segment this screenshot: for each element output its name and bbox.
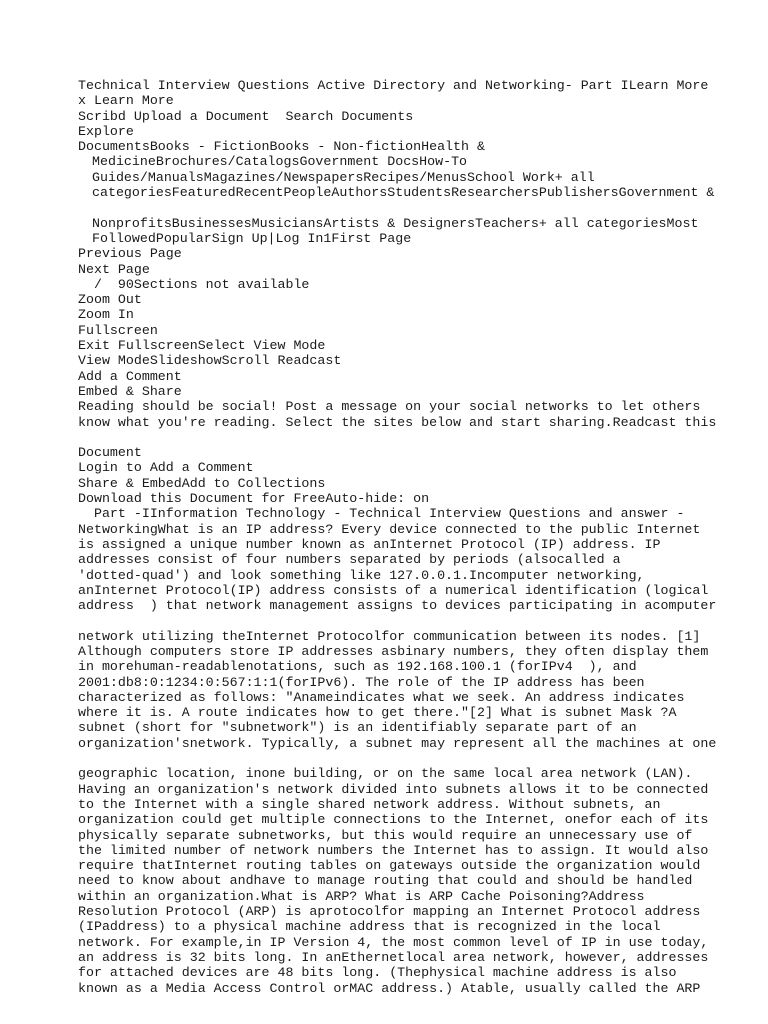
body-text-line: subnet (short for "subnetwork") is an identifiably separate part of an — [78, 720, 637, 736]
body-text-line: is assigned a unique number known as anInternet Protocol (IP) address. IP — [78, 536, 661, 552]
body-text-line: addresses consist of four numbers separated by periods (alsocalled a — [78, 552, 621, 568]
body-text-line: Although computers store IP addresses asbinary numbers, they often display them — [78, 643, 709, 659]
body-text-line: in morehuman-readablenotations, such as 192.168.100.1 (forIPv4 ), and — [78, 659, 637, 675]
body-text-line: characterized as follows: "Anameindicates what we seek. An address indicates — [78, 689, 685, 705]
search-documents-link[interactable]: Search Documents — [285, 108, 414, 124]
body-text-line: (IPaddress) to a physical machine address that is recognized in the local — [78, 919, 661, 935]
login-comment-link[interactable]: Login to Add a Comment — [78, 460, 254, 476]
body-text-line: where it is. A route indicates how to get there."[2] What is subnet Mask ?A — [78, 705, 677, 721]
spacer — [78, 751, 758, 766]
share-embed-link[interactable]: Share & EmbedAdd to Collections — [78, 475, 326, 491]
body-text-line: 2001:db8:0:1234:0:567:1:1(forIPv6). The role of the IP address has been — [78, 674, 645, 690]
zoom-in-button[interactable]: Zoom In — [78, 307, 134, 323]
body-text-line: organization'snetwork. Typically, a subnet may represent all the machines at one — [78, 735, 717, 751]
body-text-line: address ) that network management assigns to devices participating in acomputer — [78, 598, 717, 614]
categories-menu-line[interactable]: MedicineBrochures/CatalogsGovernment DocsHow-To — [92, 154, 468, 170]
upload-document-link[interactable]: Upload a Document — [133, 108, 270, 124]
body-text-line: organization could get multiple connections to the Internet, onefor each of its — [78, 812, 709, 828]
body-text-line: network. For example,in IP Version 4, the most common level of IP in use today, — [78, 934, 709, 950]
next-page-button[interactable]: Next Page — [78, 261, 150, 277]
body-text-line: within an organization.What is ARP? What is ARP Cache Poisoning?Address — [78, 888, 645, 904]
body-text-line: physically separate subnetworks, but this would require an unnecessary use of — [78, 827, 693, 843]
body-text-line: require thatInternet routing tables on gateways outside the organization would — [78, 858, 701, 874]
body-text-line: Resolution Protocol (ARP) is aprotocolfor mapping an Internet Protocol address — [78, 904, 701, 920]
body-text-line: need to know about andhave to manage routing that could and should be handled — [78, 873, 693, 889]
explore-link[interactable]: Explore — [78, 123, 134, 139]
categories-menu-line[interactable]: categoriesFeaturedRecentPeopleAuthorsStudentsResearchersPublishersGovernment & — [92, 185, 715, 201]
document-page — [78, 78, 758, 996]
social-text-line: Reading should be social! Post a message on your social networks to let others — [78, 399, 701, 415]
body-text-line: 'dotted-quad') and look something like 127.0.0.1.Incomputer networking, — [78, 567, 645, 583]
scribd-logo-link[interactable]: Scribd — [78, 108, 126, 124]
body-text-line: to the Internet with a single shared network address. Without subnets, an — [78, 796, 661, 812]
page-count: / 90Sections not available — [78, 276, 310, 292]
body-text-line: anInternet Protocol(IP) address consists of a numerical identification (logical — [78, 582, 709, 598]
top-nav-row — [78, 109, 758, 124]
spacer — [78, 200, 758, 215]
body-text-line: NetworkingWhat is an IP address? Every device connected to the public Internet — [78, 521, 701, 537]
categories-menu-line[interactable]: Guides/ManualsMagazines/NewspapersRecipes/MenusSchool Work+ all — [92, 169, 595, 185]
previous-page-button[interactable]: Previous Page — [78, 246, 182, 262]
view-mode-selector[interactable]: View ModeSlideshowScroll Readcast — [78, 353, 342, 369]
body-text-line: the limited number of network numbers the Internet has to assign. It would also — [78, 842, 709, 858]
categories-menu-line[interactable]: DocumentsBooks - FictionBooks - Non-fictionHealth & — [78, 139, 485, 155]
body-text-line: geographic location, inone building, or on the same local area network (LAN). — [78, 766, 693, 782]
body-text-line: an address is 32 bits long. In anEthernetlocal area network, however, addresses — [78, 949, 709, 965]
fullscreen-button[interactable]: Fullscreen — [78, 322, 158, 338]
zoom-out-button[interactable]: Zoom Out — [78, 292, 142, 308]
embed-share-link[interactable]: Embed & Share — [78, 383, 182, 399]
learn-more-link[interactable]: x Learn More — [78, 93, 174, 109]
categories-menu-line[interactable]: NonprofitsBusinessesMusiciansArtists & DesignersTeachers+ all categoriesMost — [92, 215, 699, 231]
body-text-line: for attached devices are 48 bits long. (Thephysical machine address is also — [78, 965, 677, 981]
spacer — [78, 613, 758, 628]
exit-fullscreen-button[interactable]: Exit FullscreenSelect View Mode — [78, 338, 326, 354]
social-text-line: Document — [78, 445, 142, 461]
add-comment-link[interactable]: Add a Comment — [78, 368, 182, 384]
spacer — [78, 430, 758, 445]
body-text-line: Part -IInformation Technology - Technical Interview Questions and answer - — [78, 506, 685, 522]
body-text-line: known as a Media Access Control orMAC address.) Atable, usually called the ARP — [78, 980, 701, 996]
body-text-line: network utilizing theInternet Protocolfor communication between its nodes. [1] — [78, 628, 701, 644]
document-title: Technical Interview Questions Active Directory and Networking- Part ILearn More — [78, 78, 709, 93]
categories-menu-line[interactable]: FollowedPopularSign Up|Log In1First Page — [92, 230, 412, 246]
download-document-link[interactable]: Download this Document for FreeAuto-hide: on — [78, 491, 430, 507]
social-text-line: know what you're reading. Select the sites below and start sharing.Readcast this — [78, 414, 717, 430]
body-text-line: Having an organization's network divided into subnets allows it to be connected — [78, 781, 709, 797]
